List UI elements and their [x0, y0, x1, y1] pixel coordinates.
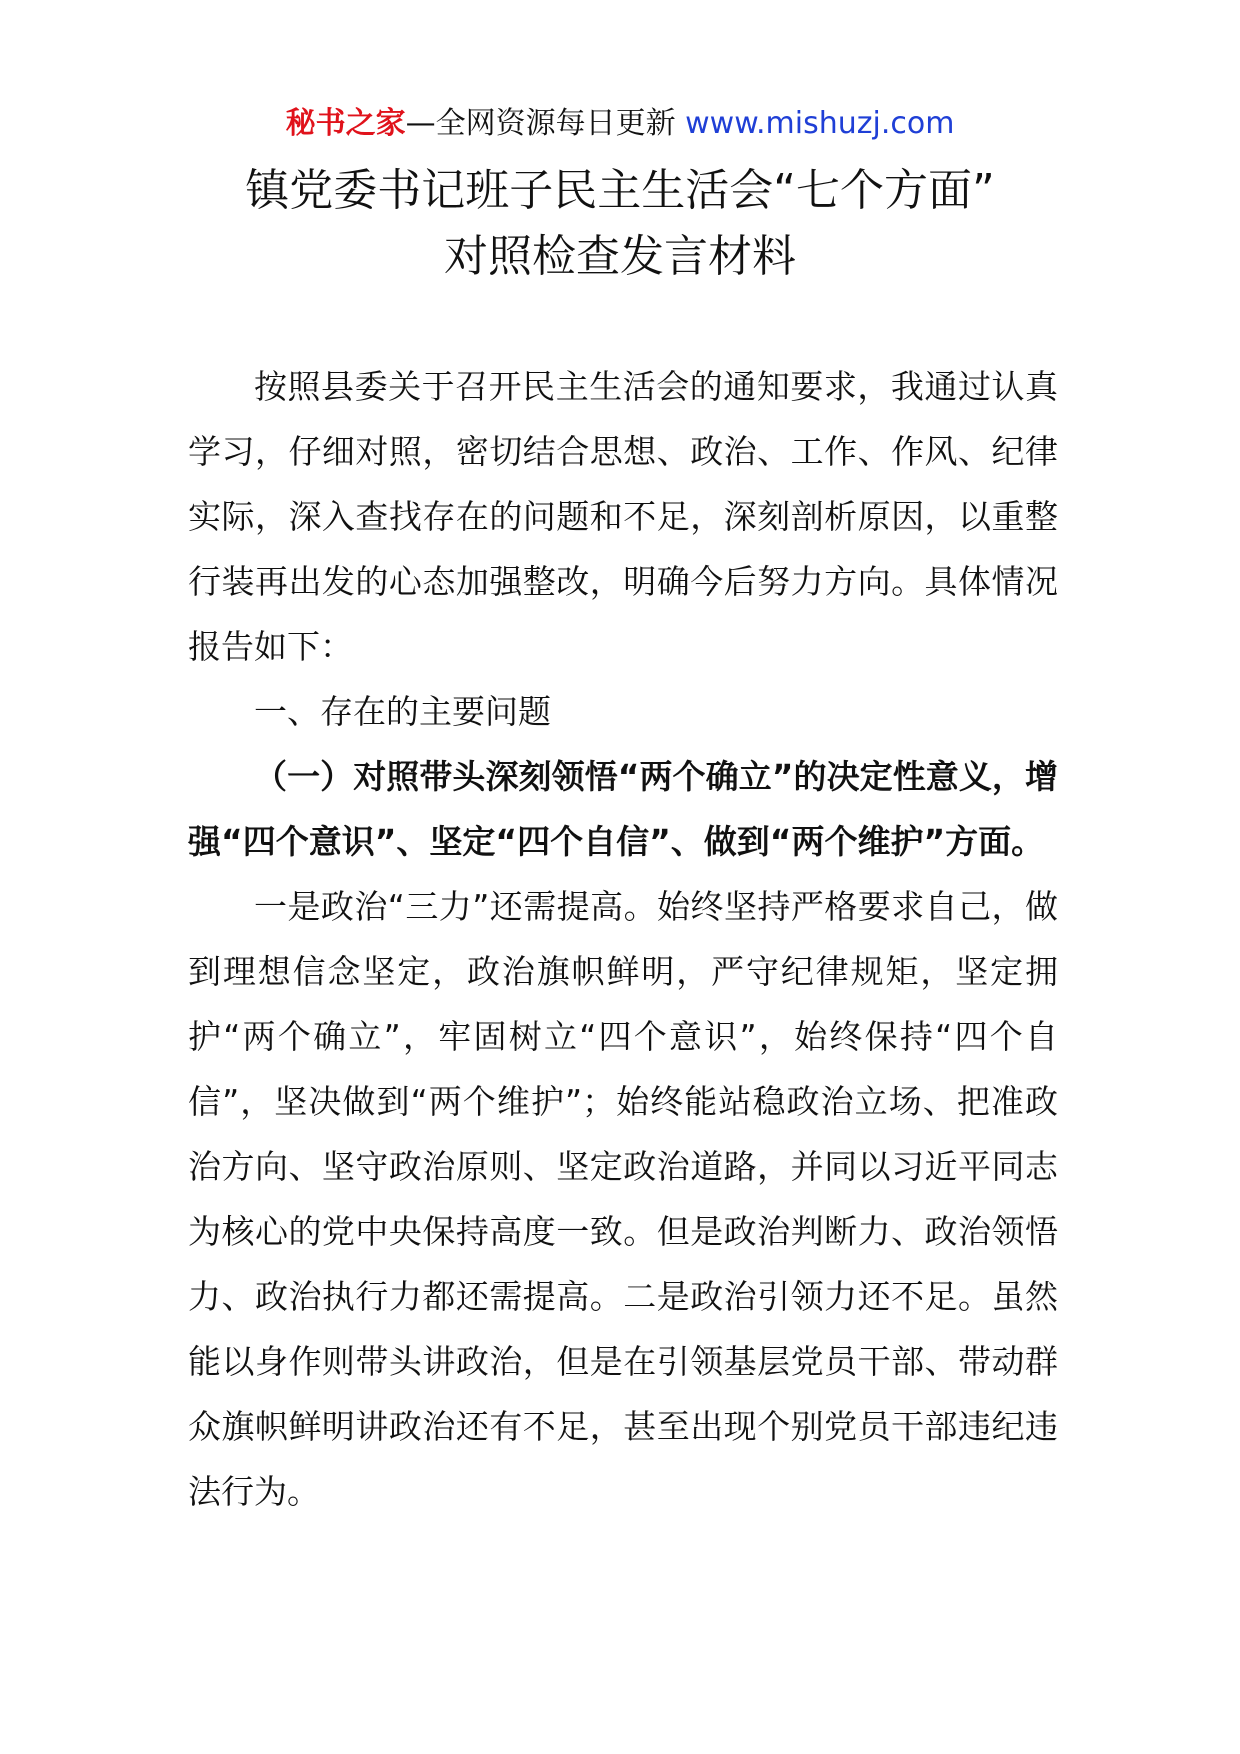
- title-line-2: 对照检查发言材料: [444, 231, 796, 282]
- subsection-heading: （一）对照带头深刻领悟“两个确立”的决定性意义，增强“四个意识”、坚定“四个自信”、做到“两个维护”方面。: [188, 757, 1058, 861]
- header-url[interactable]: www.mishuzj.com: [685, 106, 955, 141]
- header-tagline: —全网资源每日更新: [405, 106, 676, 141]
- intro-paragraph: 按照县委关于召开民主生活会的通知要求，我通过认真学习，仔细对照，密切结合思想、政治、工作、作风、纪律实际，深入查找存在的问题和不足，深刻剖析原因，以重整行装再出发的心态加强整改，明确今后努力方向。具体情况报告如下：: [188, 367, 1058, 666]
- brand-name: 秘书之家: [285, 106, 406, 141]
- document-body: [188, 354, 1058, 1524]
- document-title: [0, 158, 1240, 290]
- watermark-header: [0, 100, 1240, 148]
- section-heading: 一、存在的主要问题: [254, 692, 551, 731]
- body-paragraph: 一是政治“三力”还需提高。始终坚持严格要求自己，做到理想信念坚定，政治旗帜鲜明，严守纪律规矩，坚定拥护“两个确立”，牢固树立“四个意识”，始终保持“四个自信”，坚决做到“两个维护”；始终能站稳政治立场、把准政治方向、坚守政治原则、坚定政治道路，并同以习近平同志为核心的党中央保持高度一致。但是政治判断力、政治领悟力、政治执行力都还需提高。二是政治引领力还不足。虽然能以身作则带头讲政治，但是在引领基层党员干部、带动群众旗帜鲜明讲政治还有不足，甚至出现个别党员干部违纪违法行为。: [188, 887, 1058, 1511]
- title-line-1: 镇党委书记班子民主生活会“七个方面”: [245, 165, 995, 216]
